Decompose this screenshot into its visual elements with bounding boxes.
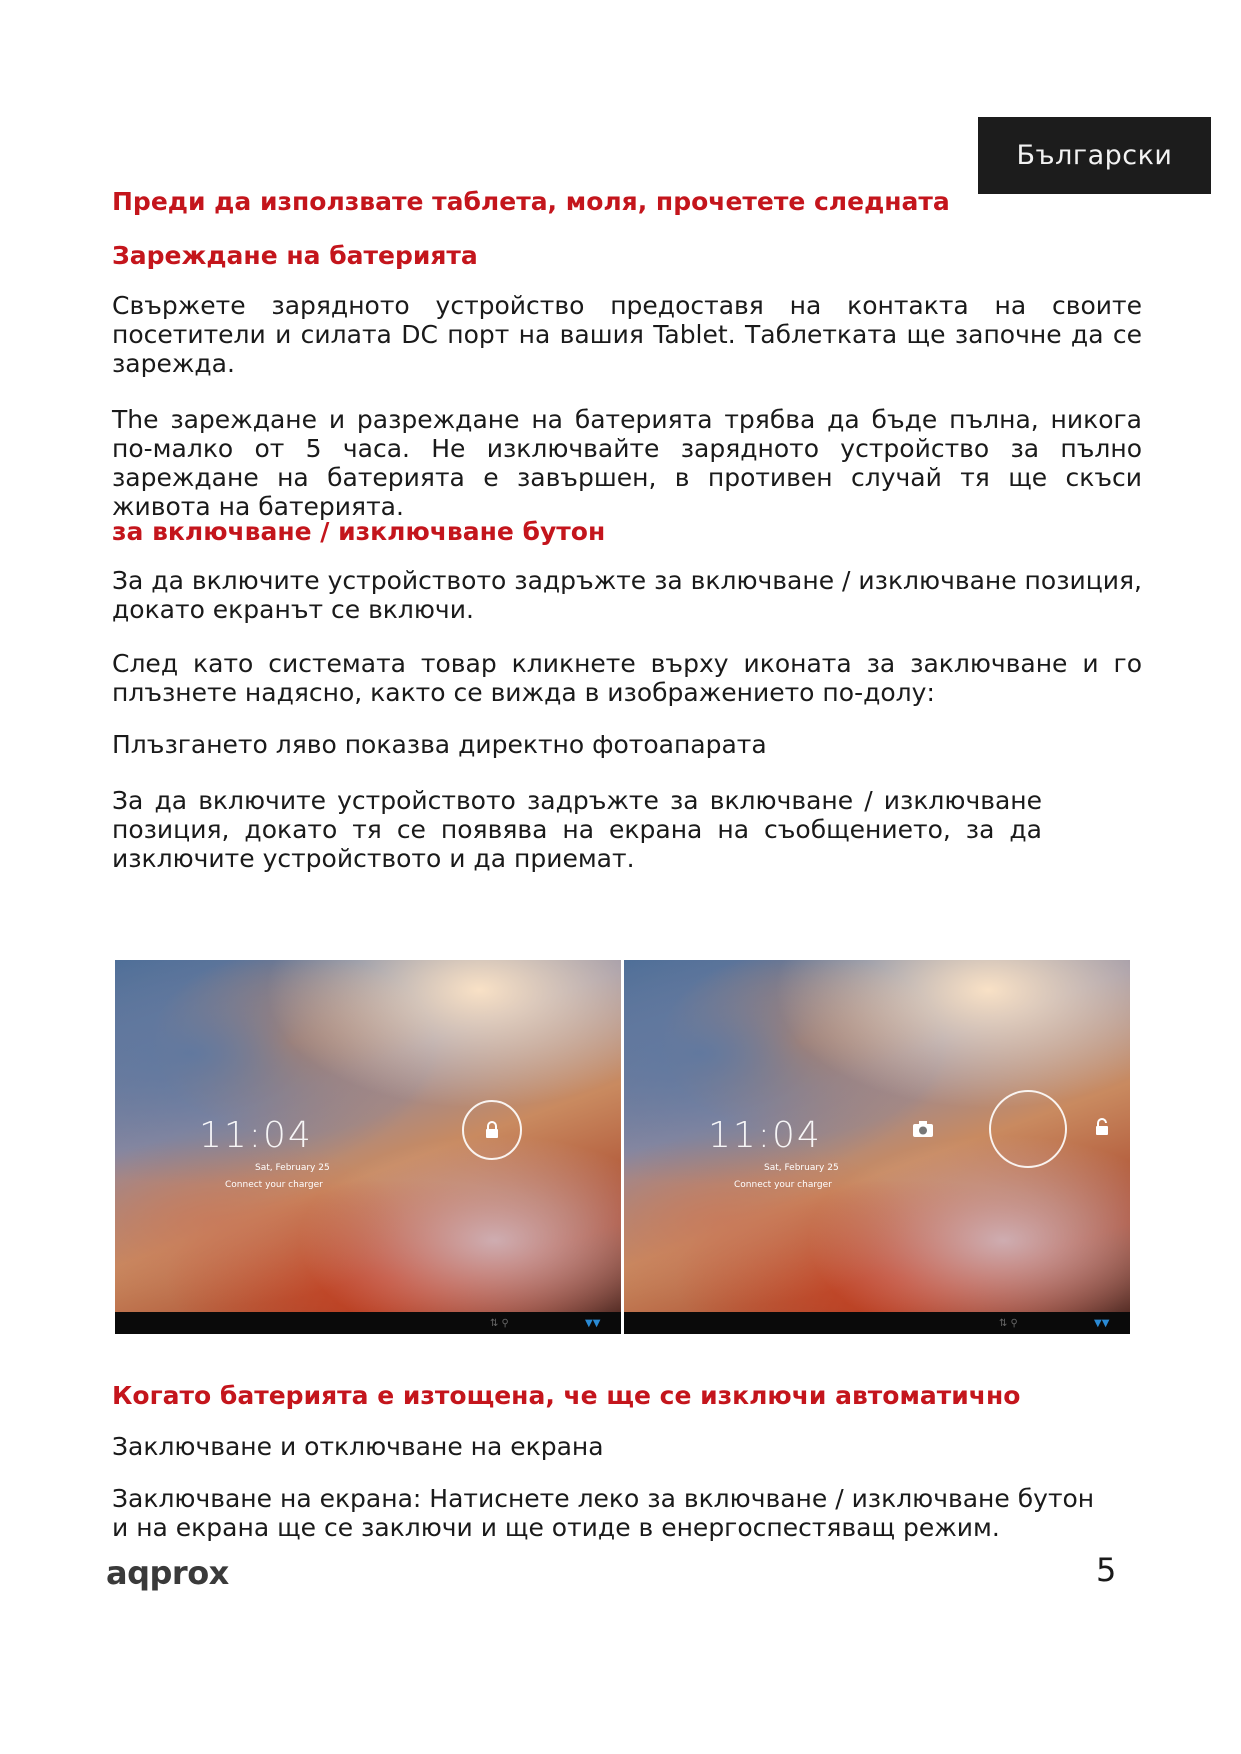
wifi-icon: ▼▼ bbox=[1094, 1318, 1110, 1329]
lock-ring bbox=[462, 1100, 522, 1160]
power-paragraph-3: Плъзгането ляво показва директно фотоапарата bbox=[112, 730, 767, 759]
navbar-icon: ⇅ ⚲ bbox=[999, 1318, 1018, 1329]
charger-message: Connect your charger bbox=[225, 1180, 323, 1190]
lock-paragraph-2: Заключване на екрана: Натиснете леко за включване / изключване бутон и на екрана ще се заключи и ще отиде в енергоспестяващ режим. bbox=[112, 1484, 1095, 1542]
intro-heading: Преди да използвате таблета, моля, прочетете следната bbox=[112, 187, 950, 216]
power-heading: за включване / изключване бутон bbox=[112, 517, 606, 546]
power-paragraph-4: За да включите устройството задръжте за включване / изключване позиция, докато тя се появява на екрана на съобщението, за да изключите устройството и да приемат. bbox=[112, 786, 1042, 873]
wifi-icon: ▼▼ bbox=[585, 1318, 601, 1329]
power-paragraph-2: След като системата товар кликнете върху иконата за заключване и го плъзнете надясно, както се вижда в изображението по-долу: bbox=[112, 649, 1142, 707]
lock-paragraph-1: Заключване и отключване на екрана bbox=[112, 1432, 604, 1461]
low-battery-heading: Когато батерията е изтощена, че ще се изключи автоматично bbox=[112, 1381, 1021, 1410]
clock: 11:04 bbox=[199, 1115, 313, 1156]
date-label: Sat, February 25 bbox=[255, 1163, 330, 1173]
battery-heading: Зареждане на батерията bbox=[112, 241, 478, 270]
lock-icon bbox=[484, 1121, 500, 1139]
date-label: Sat, February 25 bbox=[764, 1163, 839, 1173]
unlock-icon bbox=[1094, 1118, 1110, 1136]
lockscreen-unlock-ring bbox=[624, 960, 1130, 1334]
clock: 11:04 bbox=[708, 1115, 822, 1156]
page-number: 5 bbox=[1096, 1551, 1117, 1589]
brand-logo: aqprox bbox=[106, 1554, 229, 1592]
camera-icon bbox=[912, 1120, 934, 1138]
power-paragraph-1: За да включите устройството задръжте за включване / изключване позиция, докато екранът се включи. bbox=[112, 566, 1142, 624]
navbar-icon: ⇅ ⚲ bbox=[490, 1318, 509, 1329]
battery-paragraph-1: Свържете зарядното устройство предоставя на контакта на своите посетители и силата DC порт на вашия Tablet. Таблетката ще започне да се зарежда. bbox=[112, 291, 1142, 378]
system-navbar bbox=[624, 1312, 1130, 1334]
lockscreen-screenshots bbox=[115, 960, 1130, 1334]
battery-paragraph-2: The зареждане и разреждане на батерията трябва да бъде пълна, никога по-малко от 5 часа. Не изключвайте зарядното устройство за пълно зареждане на батерията е завършен, в противен случай тя ще скъси живота на батерията. bbox=[112, 405, 1142, 521]
lockscreen-locked bbox=[115, 960, 621, 1334]
charger-message: Connect your charger bbox=[734, 1180, 832, 1190]
system-navbar bbox=[115, 1312, 621, 1334]
unlock-ring bbox=[989, 1090, 1067, 1168]
language-tab: Български bbox=[978, 117, 1211, 194]
